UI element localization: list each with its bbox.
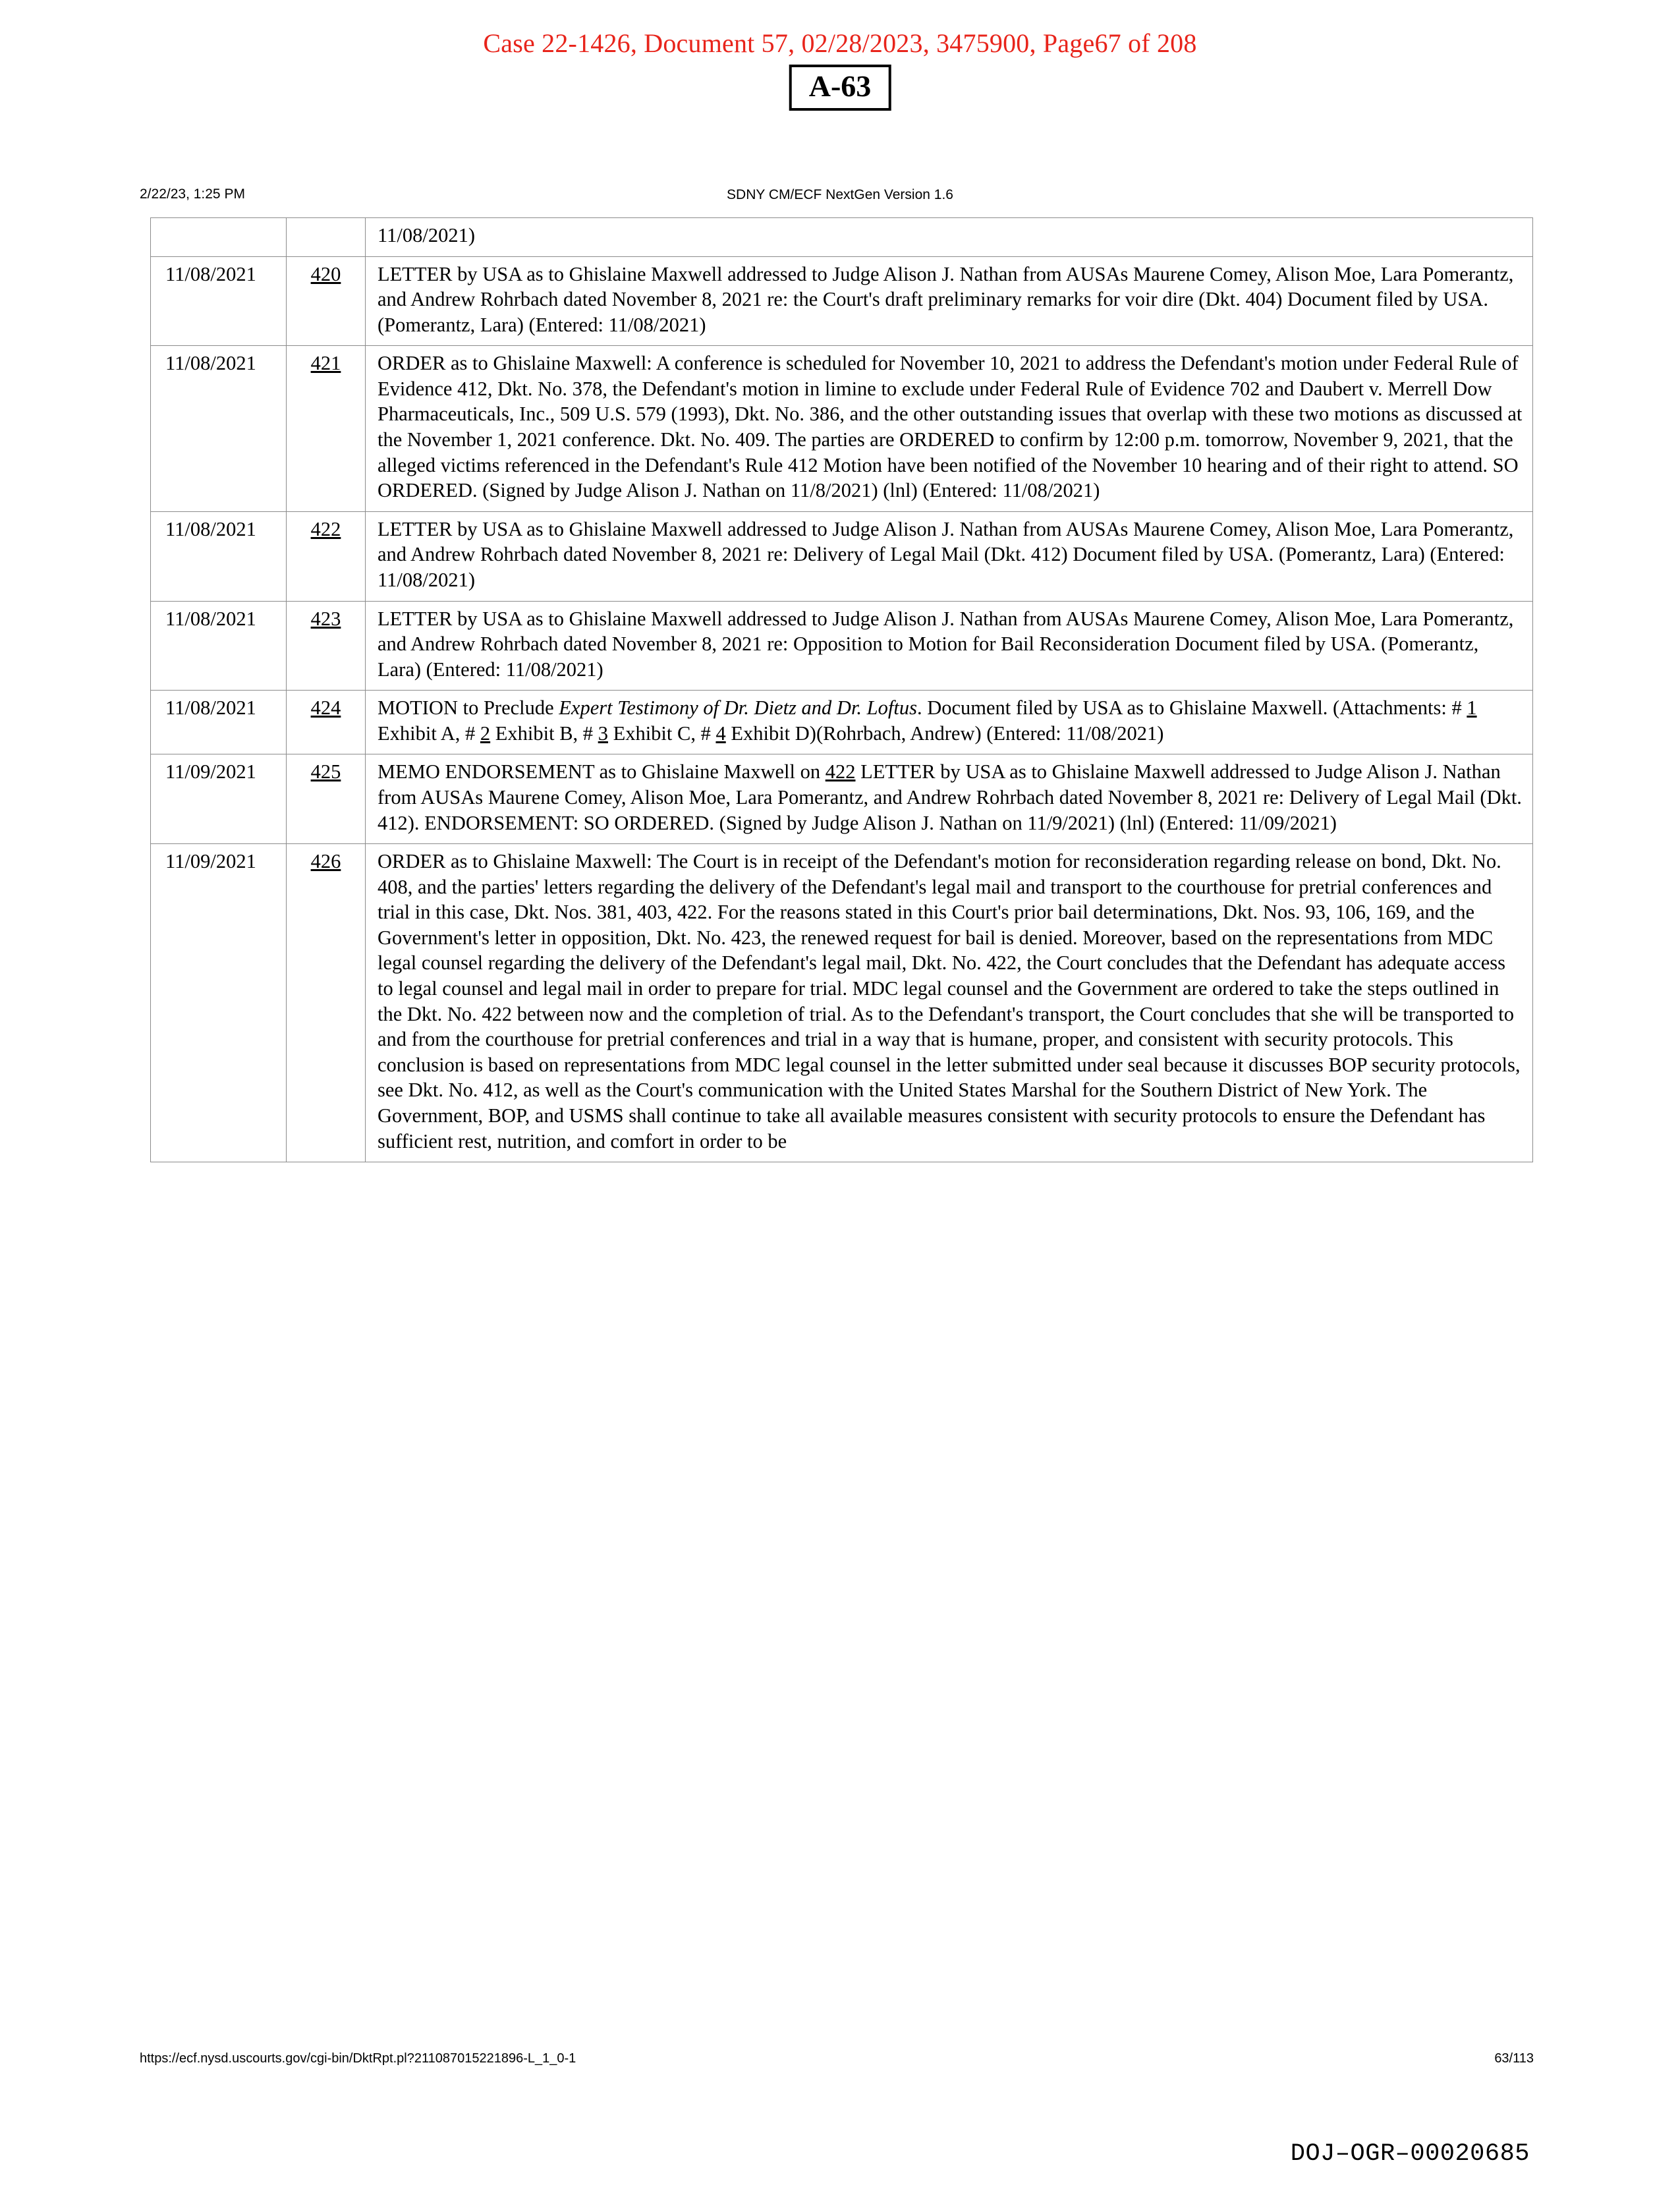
- table-row: [151, 754, 1533, 844]
- docket-entry-link-422[interactable]: 422: [310, 517, 341, 540]
- docket-date-cell: 11/08/2021: [151, 601, 287, 691]
- docket-date-cell: 11/09/2021: [151, 844, 287, 1162]
- docket-entry-link-421[interactable]: 421: [310, 352, 341, 375]
- docket-entry-link-422[interactable]: 422: [825, 760, 856, 783]
- docket-text-cell: LETTER by USA as to Ghislaine Maxwell addressed to Judge Alison J. Nathan from AUSAs Maurene Comey, Alison Moe, Lara Pomerantz, and Andrew Rohrbach dated November 8, 2021 re: Opposition to Motion for Bail Reconsideration Document filed by USA. (Pomerantz, Lara) (Entered: 11/08/2021): [366, 601, 1533, 691]
- docket-date-cell: 11/08/2021: [151, 346, 287, 511]
- docket-text-cell: ORDER as to Ghislaine Maxwell: A conference is scheduled for November 10, 2021 to address the Defendant's motion under Federal Rule of Evidence 412, Dkt. No. 378, the Defendant's motion in limine to exclude under Federal Rule of Evidence 702 and Daubert v. Merrell Dow Pharmaceuticals, Inc., 509 U.S. 579 (1993), Dkt. No. 386, and the other outstanding issues that overlap with these two motions as discussed at the November 1, 2021 conference. Dkt. No. 409. The parties are ORDERED to confirm by 12:00 p.m. tomorrow, November 9, 2021, that the alleged victims referenced in the Defendant's Rule 412 Motion have been notified of the November 10 hearing and of their right to attend. SO ORDERED. (Signed by Judge Alison J. Nathan on 11/8/2021) (lnl) (Entered: 11/08/2021): [366, 346, 1533, 511]
- bates-number: DOJ–OGR–00020685: [1290, 2140, 1530, 2168]
- docket-text-cell: ORDER as to Ghislaine Maxwell: The Court is in receipt of the Defendant's motion for reconsideration regarding release on bond, Dkt. No. 408, and the parties' letters regarding the delivery of the Defendant's legal mail and transport to the courthouse for pretrial conferences and trial in this case, Dkt. Nos. 381, 403, 422. For the reasons stated in this Court's prior bail determinations, Dkt. Nos. 93, 106, 169, and the Government's letter in opposition, Dkt. No. 423, the renewed request for bail is denied. Moreover, based on the representations from MDC legal counsel regarding the delivery of the Defendant's legal mail, Dkt. No. 422, the Court concludes that the Defendant has adequate access to legal counsel and legal mail in order to prepare for trial. MDC legal counsel and the Government are ordered to take the steps outlined in the Dkt. No. 422 between now and the completion of trial. As to the Defendant's transport, the Court concludes that she will be transported to and from the courthouse for pretrial conferences and trial in a way that is humane, proper, and consistent with security protocols. This conclusion is based on representations from MDC legal counsel in the letter submitted under seal because it discusses BOP security protocols, see Dkt. No. 412, as well as the Court's communication with the United States Marshal for the Southern District of New York. The Government, BOP, and USMS shall continue to take all available measures consistent with security protocols to ensure the Defendant has sufficient rest, nutrition, and comfort in order to be: [366, 844, 1533, 1162]
- docket-report-table: [150, 217, 1533, 1162]
- table-row: [151, 511, 1533, 601]
- docket-text-cell: 11/08/2021): [366, 218, 1533, 257]
- docket-number-cell: [287, 844, 366, 1162]
- docket-date-cell: 11/09/2021: [151, 754, 287, 844]
- ecf-system-title: SDNY CM/ECF NextGen Version 1.6: [727, 187, 953, 202]
- docket-entry-link-420[interactable]: 420: [310, 262, 341, 285]
- docket-text-cell: MEMO ENDORSEMENT as to Ghislaine Maxwell on 422 LETTER by USA as to Ghislaine Maxwell addressed to Judge Alison J. Nathan from AUSAs Maurene Comey, Alison Moe, Lara Pomerantz, and Andrew Rohrbach dated November 8, 2021 re: Delivery of Legal Mail (Dkt. 412). ENDORSEMENT: SO ORDERED. (Signed by Judge Alison J. Nathan on 11/9/2021) (lnl) (Entered: 11/09/2021): [366, 754, 1533, 844]
- docket-number-cell: [287, 256, 366, 346]
- table-row: [151, 256, 1533, 346]
- docket-number-cell: [287, 691, 366, 754]
- table-row: [151, 346, 1533, 511]
- docket-text-cell: MOTION to Preclude Expert Testimony of Dr. Dietz and Dr. Loftus. Document filed by USA as to Ghislaine Maxwell. (Attachments: # 1 Exhibit A, # 2 Exhibit B, # 3 Exhibit C, # 4 Exhibit D)(Rohrbach, Andrew) (Entered: 11/08/2021): [366, 691, 1533, 754]
- docket-number-cell: [287, 218, 366, 257]
- docket-date-cell: [151, 218, 287, 257]
- docket-date-cell: 11/08/2021: [151, 511, 287, 601]
- docket-text-cell: LETTER by USA as to Ghislaine Maxwell addressed to Judge Alison J. Nathan from AUSAs Maurene Comey, Alison Moe, Lara Pomerantz, and Andrew Rohrbach dated November 8, 2021 re: the Court's draft preliminary remarks for voir dire (Dkt. 404) Document filed by USA. (Pomerantz, Lara) (Entered: 11/08/2021): [366, 256, 1533, 346]
- docket-text-cell: LETTER by USA as to Ghislaine Maxwell addressed to Judge Alison J. Nathan from AUSAs Maurene Comey, Alison Moe, Lara Pomerantz, and Andrew Rohrbach dated November 8, 2021 re: Delivery of Legal Mail (Dkt. 412) Document filed by USA. (Pomerantz, Lara) (Entered: 11/08/2021): [366, 511, 1533, 601]
- docket-entry-link-426[interactable]: 426: [310, 850, 341, 873]
- docket-table-body: [151, 218, 1533, 1162]
- docket-number-cell: [287, 346, 366, 511]
- attachment-link-3[interactable]: 3: [598, 722, 608, 745]
- attachment-link-1[interactable]: 1: [1467, 696, 1477, 720]
- appellate-case-stamp: Case 22-1426, Document 57, 02/28/2023, 3475900, Page67 of 208: [483, 28, 1197, 58]
- docket-number-cell: [287, 601, 366, 691]
- table-row: [151, 218, 1533, 257]
- docket-date-cell: 11/08/2021: [151, 691, 287, 754]
- print-footer: [0, 2051, 1680, 2074]
- table-row: [151, 844, 1533, 1162]
- page-counter: 63/113: [1494, 2051, 1534, 2066]
- print-timestamp: 2/22/23, 1:25 PM: [140, 186, 245, 202]
- docket-date-cell: 11/08/2021: [151, 256, 287, 346]
- attachment-link-4[interactable]: 4: [715, 722, 726, 745]
- appendix-page-label: A-63: [789, 65, 891, 111]
- docket-report-url: https://ecf.nysd.uscourts.gov/cgi-bin/DktRpt.pl?211087015221896-L_1_0-1: [140, 2051, 576, 2066]
- attachment-link-2[interactable]: 2: [480, 722, 491, 745]
- table-row: [151, 601, 1533, 691]
- docket-entry-link-425[interactable]: 425: [310, 760, 341, 783]
- docket-entry-link-424[interactable]: 424: [310, 696, 341, 720]
- docket-number-cell: [287, 511, 366, 601]
- table-row: [151, 691, 1533, 754]
- print-header: [0, 186, 1680, 206]
- docket-number-cell: [287, 754, 366, 844]
- docket-entry-link-423[interactable]: 423: [310, 607, 341, 630]
